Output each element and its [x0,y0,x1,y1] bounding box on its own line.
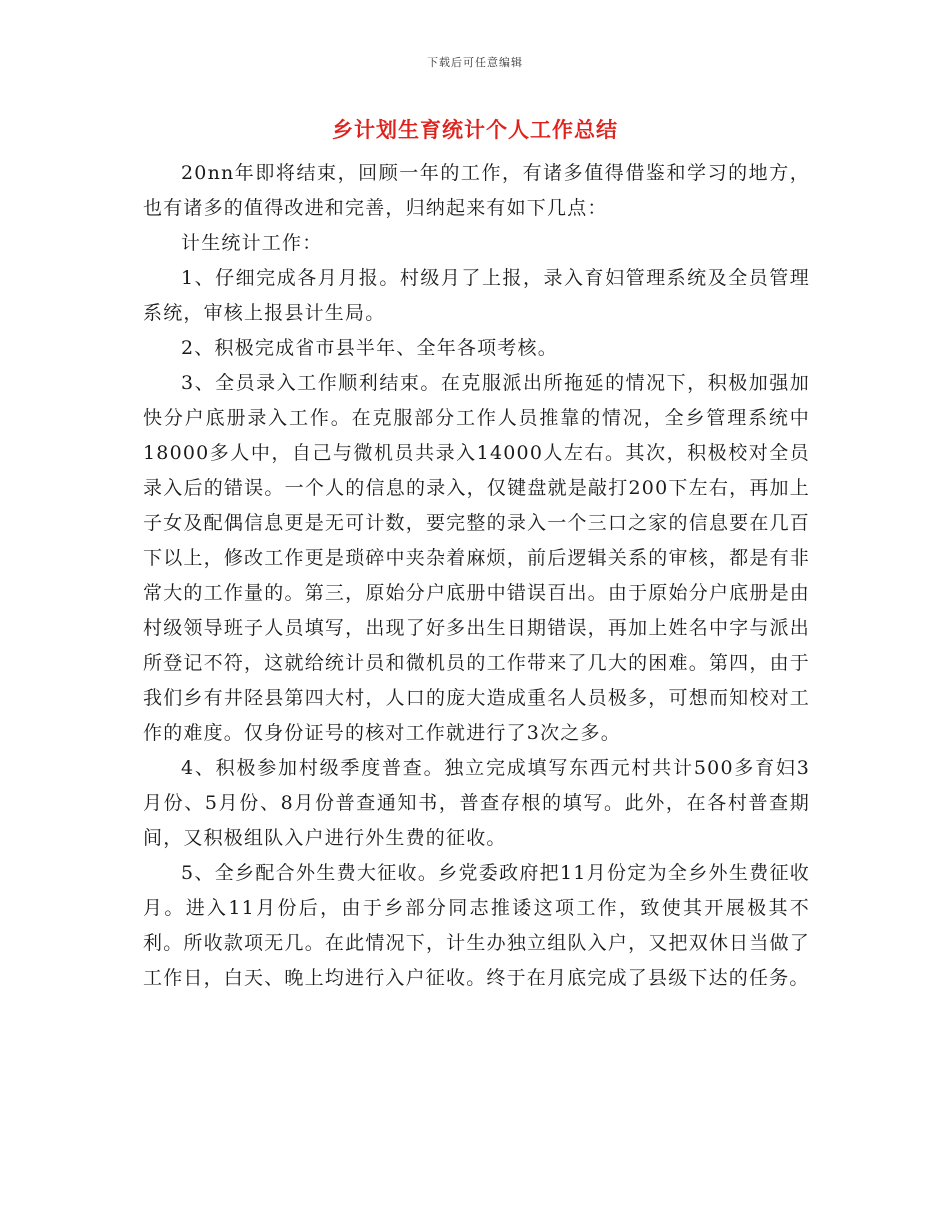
paragraph-item-2: 2、积极完成省市县半年、全年各项考核。 [181,337,558,359]
paragraph-item-5: 5、全乡配合外生费大征收。乡党委政府把11月份定为全乡外生费征收月。进入11月份后，由于乡部分同志推诿这项工作，致使其开展极其不利。所收款项无几。在此情况下，计生办独立组队入户，又把双休日当做了工作日，白天、晚上均进行入户征收。终于在月底完成了县级下达的任务。 [143,862,810,989]
paragraph-section-heading: 计生统计工作： [181,232,323,254]
document-body [143,156,810,996]
paragraph-item-3: 3、全员录入工作顺利结束。在克服派出所拖延的情况下，积极加强加快分户底册录入工作。在克服部分工作人员推靠的情况，全乡管理系统中18000多人中，自己与微机员共录入14000人左右。其次，积极校对全员录入后的错误。一个人的信息的录入，仅键盘就是敲打200下左右，再加上子女及配偶信息更是无可计数，要完整的录入一个三口之家的信息要在几百下以上，修改工作更是琐碎中夹杂着麻烦，前后逻辑关系的审核，都是有非常大的工作量的。第三，原始分户底册中错误百出。由于原始分户底册是由村级领导班子人员填写，出现了好多出生日期错误，再加上姓名中字与派出所登记不符，这就给统计员和微机员的工作带来了几大的困难。第四，由于我们乡有井陉县第四大村，人口的庞大造成重名人员极多，可想而知校对工作的难度。仅身份证号的核对工作就进行了3次之多。 [143,372,810,744]
document-title: 乡计划生育统计个人工作总结 [332,117,618,142]
paragraph-intro: 20nn年即将结束，回顾一年的工作，有诸多值得借鉴和学习的地方，也有诸多的值得改进和完善，归纳起来有如下几点： [143,162,810,219]
paragraph-item-1: 1、仔细完成各月月报。村级月了上报，录入育妇管理系统及全员管理系统，审核上报县计生局。 [143,267,810,324]
page-header-note: 下载后可任意编辑 [427,56,523,69]
paragraph-item-4: 4、积极参加村级季度普查。独立完成填写东西元村共计500多育妇3月份、5月份、8月份普查通知书，普查存根的填写。此外，在各村普查期间，又积极组队入户进行外生费的征收。 [143,757,810,849]
